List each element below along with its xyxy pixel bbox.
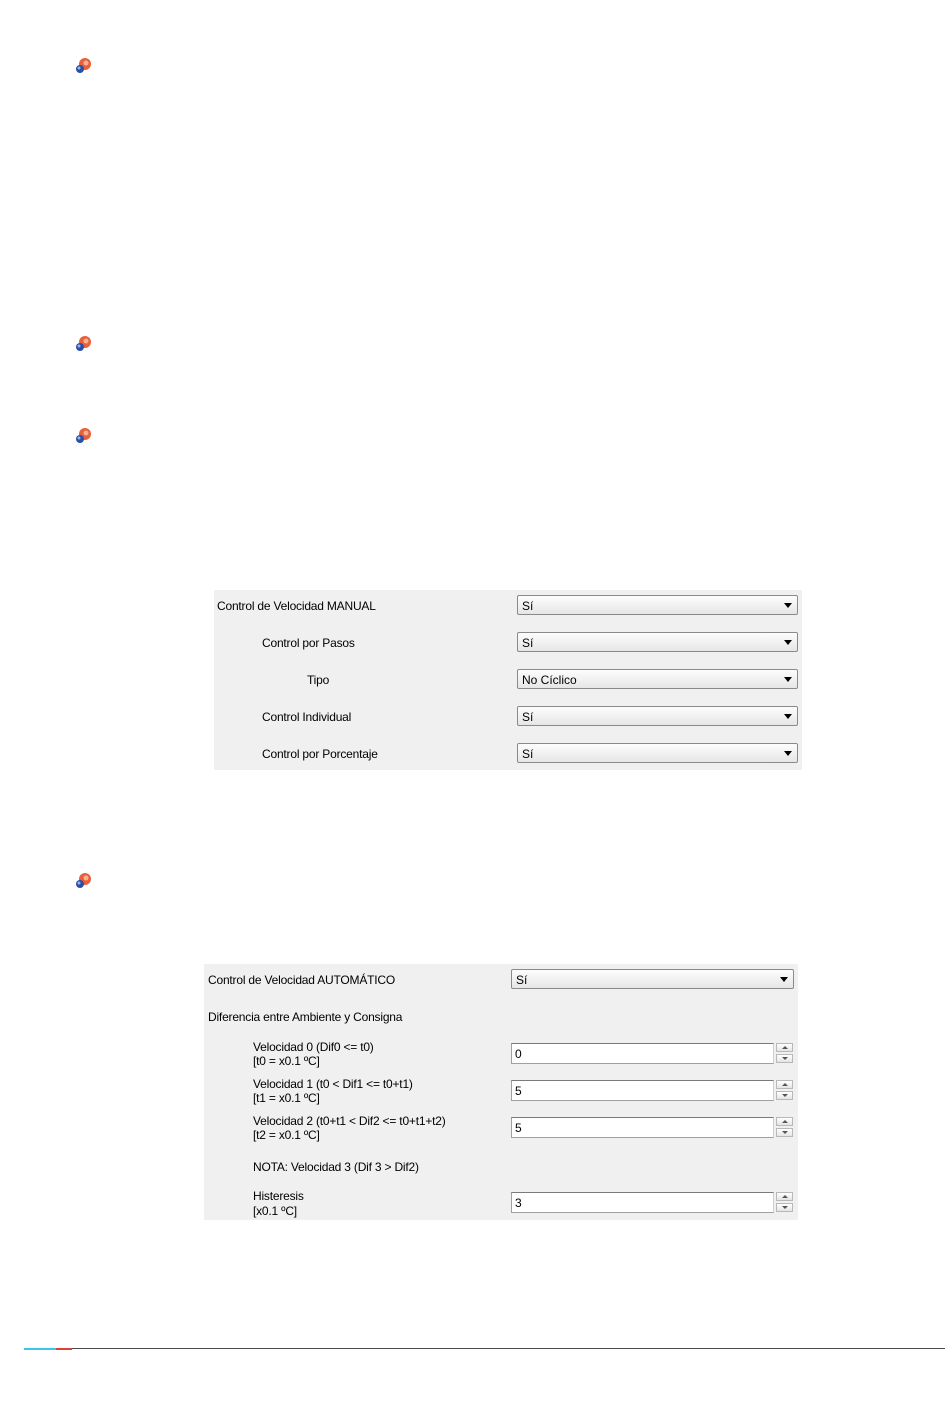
speed0-stepper[interactable] <box>511 1043 794 1064</box>
spin-down-icon[interactable] <box>776 1203 793 1212</box>
difference-section-label: Diferencia entre Ambiente y Consigna <box>208 1010 403 1024</box>
spin-down-icon[interactable] <box>776 1091 793 1100</box>
select-value: Sí <box>516 973 528 987</box>
select-value: No Cíclico <box>522 673 577 687</box>
chevron-down-icon <box>784 677 792 682</box>
chevron-down-icon <box>784 640 792 645</box>
step-control-label: Control por Pasos <box>262 636 355 650</box>
speed0-input[interactable] <box>511 1043 774 1064</box>
input-value: 0 <box>515 1047 522 1061</box>
manual-speed-label: Control de Velocidad MANUAL <box>217 599 376 613</box>
step-control-select[interactable] <box>517 632 798 652</box>
speed1-stepper[interactable] <box>511 1080 794 1101</box>
auto-speed-panel <box>204 964 798 1220</box>
hysteresis-stepper[interactable] <box>511 1192 794 1213</box>
speed2-input[interactable] <box>511 1117 774 1138</box>
type-label: Tipo <box>307 673 330 687</box>
manual-speed-panel <box>214 590 802 770</box>
individual-control-select[interactable] <box>517 706 798 726</box>
auto-speed-label: Control de Velocidad AUTOMÁTICO <box>208 973 395 987</box>
footer-divider <box>24 1348 945 1349</box>
footer-accent-cyan <box>24 1348 56 1350</box>
speed2-stepper[interactable] <box>511 1117 794 1138</box>
spin-up-icon[interactable] <box>776 1043 793 1052</box>
spin-up-icon[interactable] <box>776 1080 793 1089</box>
chevron-down-icon <box>784 751 792 756</box>
speed2-label: Velocidad 2 (t0+t1 < Dif2 <= t0+t1+t2) <box>253 1114 446 1128</box>
spin-down-icon[interactable] <box>776 1054 793 1063</box>
input-value: 5 <box>515 1121 522 1135</box>
speed3-note: NOTA: Velocidad 3 (Dif 3 > Dif2) <box>253 1160 419 1174</box>
spin-up-icon[interactable] <box>776 1117 793 1126</box>
manual-speed-select[interactable] <box>517 595 798 615</box>
speed2-sublabel: [t2 = x0.1 ºC] <box>253 1128 320 1142</box>
select-value: Sí <box>522 599 534 613</box>
speed1-label: Velocidad 1 (t0 < Dif1 <= t0+t1) <box>253 1077 413 1091</box>
input-value: 5 <box>515 1084 522 1098</box>
bullet-icon <box>74 872 92 890</box>
bullet-icon <box>74 57 92 75</box>
chevron-down-icon <box>780 977 788 982</box>
select-value: Sí <box>522 710 534 724</box>
speed1-sublabel: [t1 = x0.1 ºC] <box>253 1091 320 1105</box>
select-value: Sí <box>522 636 534 650</box>
individual-control-label: Control Individual <box>262 710 352 724</box>
percentage-control-label: Control por Porcentaje <box>262 747 378 761</box>
speed0-sublabel: [t0 = x0.1 ºC] <box>253 1054 320 1068</box>
auto-speed-select[interactable] <box>511 969 794 989</box>
spin-up-icon[interactable] <box>776 1192 793 1201</box>
speed0-label: Velocidad 0 (Dif0 <= t0) <box>253 1040 374 1054</box>
speed1-input[interactable] <box>511 1080 774 1101</box>
bullet-icon <box>74 427 92 445</box>
input-value: 3 <box>515 1196 522 1210</box>
select-value: Sí <box>522 747 534 761</box>
chevron-down-icon <box>784 603 792 608</box>
bullet-icon <box>74 335 92 353</box>
hysteresis-input[interactable] <box>511 1192 774 1213</box>
hysteresis-label: Histeresis <box>253 1189 304 1203</box>
chevron-down-icon <box>784 714 792 719</box>
spin-down-icon[interactable] <box>776 1128 793 1137</box>
percentage-control-select[interactable] <box>517 743 798 763</box>
hysteresis-sublabel: [x0.1 ºC] <box>253 1204 297 1218</box>
footer-accent-red <box>56 1348 72 1350</box>
type-select[interactable] <box>517 669 798 689</box>
